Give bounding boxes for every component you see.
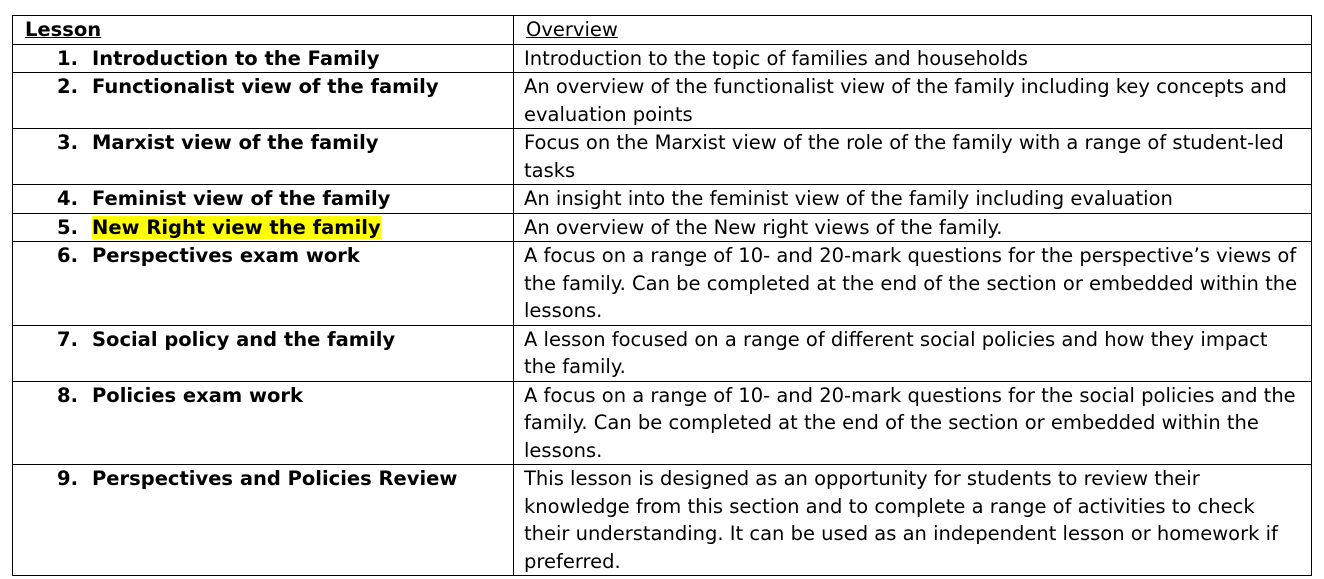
table-row [13,129,1312,185]
table-row [13,381,1312,465]
table-row [13,44,1312,73]
table-row [13,465,1312,576]
lesson-number: 4. [57,187,78,210]
lesson-title: Functionalist view of the family [92,75,439,98]
lesson-cell [13,381,514,465]
lesson-cell [13,242,514,326]
lesson-title: Perspectives exam work [92,244,360,267]
overview-cell: An insight into the feminist view of the family including evaluation [514,185,1312,214]
overview-cell: A lesson focused on a range of different social policies and how they impact the family. [514,325,1312,381]
lesson-title: Marxist view of the family [92,131,379,154]
header-row [13,16,1312,45]
lesson-title: Social policy and the family [92,327,396,351]
lesson-number: 3. [57,131,78,154]
lesson-number: 5. [57,215,78,239]
table-row [13,325,1312,381]
lesson-number: 6. [57,244,78,267]
lesson-cell [13,185,514,214]
overview-cell: A focus on a range of 10- and 20-mark questions for the perspective’s views of the family. Can be completed at the end of the section or embedded within the lessons. [514,242,1312,326]
overview-cell: A focus on a range of 10- and 20-mark questions for the social policies and the family. Can be completed at the end of the section or embedded within the lessons. [514,381,1312,465]
table-row [13,73,1312,129]
lesson-cell [13,465,514,576]
overview-column-header: Overview [514,16,1312,45]
table-row [13,242,1312,326]
lesson-cell [13,213,514,242]
lesson-number: 7. [57,327,78,351]
overview-cell: This lesson is designed as an opportunity for students to review their knowledge from this section and to complete a range of activities to check their understanding. It can be used as an independent lesson or homework if preferred. [514,465,1312,576]
table-row [13,185,1312,214]
overview-cell: Focus on the Marxist view of the role of the family with a range of student-led tasks [514,129,1312,185]
lesson-cell [13,325,514,381]
overview-cell: An overview of the New right views of the family. [514,213,1312,242]
lesson-number: 8. [57,383,78,407]
lesson-cell [13,44,514,73]
lesson-number: 1. [57,46,78,70]
lesson-title-highlighted: New Right view the family [92,215,381,239]
overview-cell: An overview of the functionalist view of the family including key concepts and evaluation points [514,73,1312,129]
lesson-number: 9. [57,467,78,490]
lesson-cell [13,73,514,129]
lesson-title: Policies exam work [92,383,303,407]
table-row [13,213,1312,242]
lesson-table [12,15,1312,576]
lesson-number: 2. [57,75,78,98]
lesson-cell [13,129,514,185]
lesson-column-header: Lesson [13,16,514,45]
lesson-title: Feminist view of the family [92,187,391,210]
lesson-title: Perspectives and Policies Review [92,467,458,490]
overview-cell: Introduction to the topic of families and households [514,44,1312,73]
lesson-title: Introduction to the Family [92,46,380,70]
